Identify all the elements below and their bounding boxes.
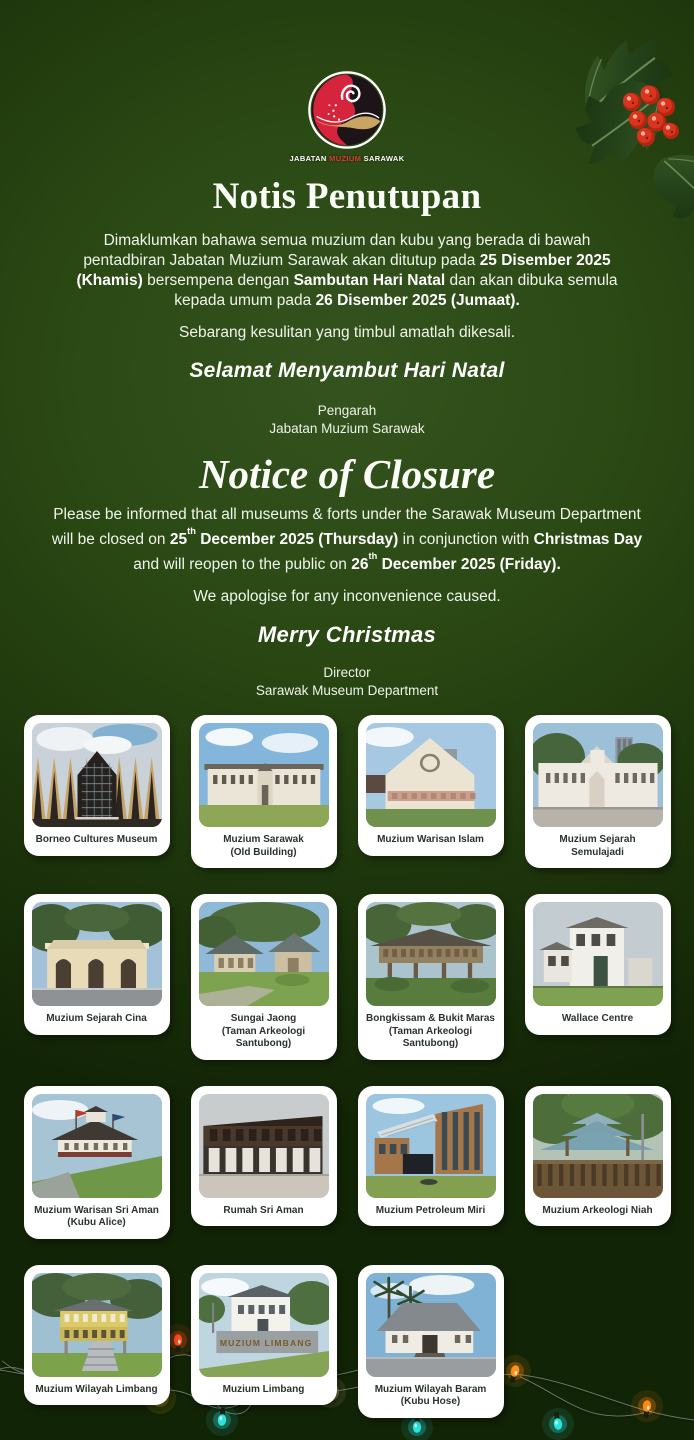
logo-caption	[0, 154, 694, 163]
museum-name: Muzium Petroleum Miri	[375, 1204, 486, 1216]
museum-grid	[23, 715, 671, 1418]
museum-card	[24, 1265, 170, 1406]
museum-photo	[533, 902, 663, 1006]
logo-caption-sarawak: SARAWAK	[363, 154, 405, 163]
museum-card	[191, 894, 337, 1060]
museum-name: Muzium Warisan Sri Aman (Kubu Alice)	[32, 1205, 162, 1230]
malay-signoff-role: Pengarah	[317, 403, 377, 418]
museum-photo	[199, 723, 329, 827]
museum-card	[358, 894, 504, 1060]
museum-card	[24, 1086, 170, 1239]
english-title: Notice of Closure	[198, 451, 496, 497]
museum-name: Rumah Sri Aman	[223, 1204, 304, 1216]
museum-name: Muzium Arkeologi Niah	[542, 1204, 653, 1216]
museum-name-secondary: (Kubu Hose)	[400, 1396, 461, 1408]
english-signoff-role: Director	[323, 665, 371, 681]
museum-photo	[32, 1094, 162, 1198]
museum-photo	[533, 1094, 663, 1198]
museum-photo	[199, 1273, 329, 1377]
museum-card	[358, 1086, 504, 1227]
museum-photo	[32, 1273, 162, 1377]
english-greeting: Merry Christmas	[257, 622, 437, 648]
logo-caption-muzium: MUZIUM	[329, 154, 362, 163]
museum-card	[24, 715, 170, 856]
museum-card	[191, 1086, 337, 1227]
malay-body-paragraph: Dimaklumkan bahawa semua muzium dan kubu yang berada di bawah pentadbiran Jabatan Muzium Sarawak akan ditutup pada 25 Disember 2025 (Khamis) bersempena dengan Sambutan Hari Natal dan akan dibuka semula kepada umum pada 26 Disember 2025 (Jumaat).	[76, 232, 618, 309]
museum-name: Sungai Jaong (Taman Arkeologi Santubong)	[199, 1013, 329, 1051]
museum-name: Muzium Warisan Islam	[377, 834, 484, 846]
museum-photo	[366, 902, 496, 1006]
museum-photo	[533, 723, 663, 827]
museum-card	[358, 715, 504, 856]
museum-photo	[32, 723, 162, 827]
museum-name-secondary: (Taman Arkeologi Santubong)	[221, 1025, 306, 1050]
museum-name: Muzium Sejarah Semulajadi	[559, 834, 636, 858]
museum-name: Muzium Sarawak (Old Building)	[199, 834, 329, 859]
sarawak-museum-logo-icon	[307, 70, 387, 150]
museum-card	[525, 894, 671, 1035]
malay-signoff-org: Jabatan Muzium Sarawak	[269, 420, 425, 436]
english-apology-line: We apologise for any inconvenience caused.	[193, 588, 501, 606]
department-logo	[0, 0, 694, 163]
museum-name: Muzium Wilayah Baram (Kubu Hose)	[366, 1384, 496, 1409]
svg-text:MUZIUM LIMBANG: MUZIUM LIMBANG	[219, 1338, 312, 1348]
logo-caption-jabatan: JABATAN	[289, 154, 327, 163]
museum-card	[525, 715, 671, 868]
museum-name: Wallace Centre	[561, 1013, 634, 1025]
museum-card	[191, 715, 337, 868]
museum-name: Muzium Limbang	[222, 1383, 305, 1395]
museum-name: Bongkissam & Bukit Maras (Taman Arkeologi Santubong)	[366, 1013, 495, 1050]
english-signoff	[0, 664, 694, 699]
museum-card	[24, 894, 170, 1035]
museum-name-secondary: (Old Building)	[230, 846, 297, 858]
museum-photo	[199, 1094, 329, 1198]
malay-title: Notis Penutupan	[212, 176, 482, 217]
museum-card	[525, 1086, 671, 1227]
museum-name: Muzium Sejarah Cina	[46, 1013, 147, 1025]
malay-greeting: Selamat Menyambut Hari Natal	[189, 359, 505, 382]
museum-photo	[366, 1273, 496, 1377]
museum-card	[358, 1265, 504, 1418]
museum-name: Borneo Cultures Museum	[35, 834, 158, 846]
english-body-paragraph: Please be informed that all museums & forts under the Sarawak Museum Department will be closed on 25th December 2025 (Thursday) in conjunction with Christmas Day and will reopen to the public on 26th December 2025 (Friday).	[51, 506, 643, 574]
museum-photo	[366, 723, 496, 827]
museum-name: Muzium Wilayah Limbang	[35, 1383, 158, 1395]
museum-name-secondary: (Taman Arkeologi Santubong)	[388, 1025, 473, 1050]
museum-photo	[199, 902, 329, 1006]
museum-card	[191, 1265, 337, 1406]
museum-name-secondary: (Kubu Alice)	[67, 1217, 126, 1229]
malay-regret-line: Sebarang kesulitan yang timbul amatlah dikesali.	[178, 324, 516, 341]
museum-photo	[32, 902, 162, 1006]
english-signoff-org: Sarawak Museum Department	[255, 682, 439, 698]
museum-photo	[366, 1094, 496, 1198]
malay-signoff	[0, 402, 694, 437]
